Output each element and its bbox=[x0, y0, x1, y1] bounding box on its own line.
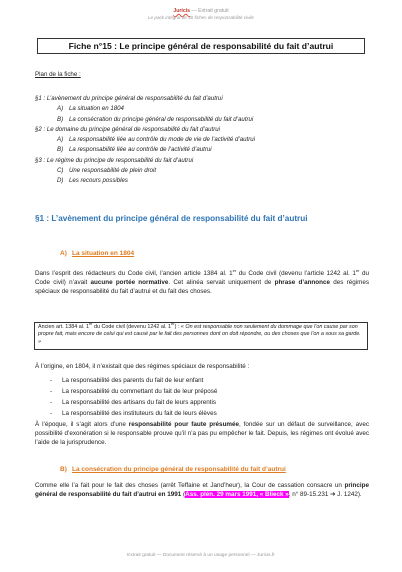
text-run: Comme elle l’a fait pour le fait des choses (arrêt Teffaine et Jand’heur), la Cour de cassation consacre un bbox=[35, 482, 345, 489]
plan-item-letter: D) bbox=[57, 177, 64, 185]
bold-text: principe général de responsabilité du fait d’autrui en 1991 bbox=[35, 482, 369, 498]
header-tagline: Le pack intégral de 30 fiches de responsabilité civile bbox=[148, 15, 254, 20]
subsection-letter: A) bbox=[60, 250, 67, 257]
bold-text: responsabilité pour faute présumée bbox=[128, 421, 240, 428]
text-run: des régimes spéciaux de responsabilité du fait d’autrui et du fait des choses. bbox=[35, 278, 369, 295]
plan-item-text: Les recours possibles bbox=[69, 177, 128, 185]
subsection-heading bbox=[60, 250, 134, 257]
plan-item bbox=[35, 145, 255, 155]
plan-item bbox=[35, 176, 255, 186]
plan-item-letter: B) bbox=[57, 146, 64, 154]
superscript: er bbox=[171, 321, 175, 327]
text-run: À l’époque, il s’agit alors d’une bbox=[35, 421, 129, 428]
case-reference-highlight: Ass. plén. 29 mars 1991, « Blieck » bbox=[185, 490, 289, 498]
paragraph: À l’origine, en 1804, il n’existait que des régimes spéciaux de responsabilité : bbox=[35, 363, 250, 370]
bold-text: phrase d’annonce bbox=[274, 278, 330, 286]
superscript: er bbox=[232, 267, 237, 273]
header-line bbox=[0, 8, 402, 15]
list-item: - La responsabilité des instituteurs du fait de leurs élèves bbox=[50, 408, 217, 419]
header-suffix: — Extrait gratuit bbox=[190, 8, 229, 14]
text-run: du Code civil (devenu 1242 al. 1 bbox=[92, 324, 172, 330]
text-run: du Code civil (devenu l’article 1242 al. 1 bbox=[236, 270, 356, 277]
paragraph bbox=[35, 267, 369, 296]
plan-item-text: Une responsabilité de plein droit bbox=[69, 167, 157, 175]
plan-item-text: La consécration du principe général de responsabilité du fait d’autrui bbox=[69, 115, 254, 123]
text-run: Ancien art. 1384 al. 1 bbox=[38, 324, 89, 330]
plan-item bbox=[35, 115, 255, 125]
superscript: er bbox=[355, 267, 360, 273]
plan-item-letter: C) bbox=[57, 167, 64, 175]
plan-item: §1 : L’avènement du principe général de responsabilité du fait d’autrui bbox=[35, 95, 223, 102]
fiche-title: Fiche n°15 : Le principe général de responsabilité du fait d’autrui bbox=[37, 38, 365, 54]
list-item: - La responsabilité des artisans du fait de leurs apprentis bbox=[50, 397, 217, 408]
plan-label bbox=[35, 71, 81, 78]
plan-item-text: La responsabilité liée au contrôle de l’activité d’autrui bbox=[69, 146, 212, 154]
plan-list bbox=[35, 94, 255, 187]
plan-item bbox=[35, 135, 255, 145]
text-run: . Cet alinéa servait uniquement de bbox=[168, 278, 275, 286]
plan-label-colon: : bbox=[77, 71, 81, 78]
text-run: ) : bbox=[174, 324, 181, 330]
plan-label-text: Plan de la fiche bbox=[35, 71, 78, 78]
subsection-heading bbox=[60, 466, 286, 473]
plan-item: §3 : Le régime du principe de responsabilité du fait d’autrui bbox=[35, 156, 194, 164]
article-quote-box bbox=[34, 322, 368, 350]
list-item: - La responsabilité des parents du fait de leur enfant bbox=[50, 375, 217, 386]
plan-item bbox=[35, 104, 255, 114]
brand-name: Juricis bbox=[173, 8, 191, 14]
paragraph bbox=[35, 421, 369, 447]
plan-item bbox=[35, 166, 255, 176]
plan-item-letter: B) bbox=[57, 115, 64, 123]
plan-item-text: La situation en 1804 bbox=[69, 105, 124, 113]
plan-item-letter: A) bbox=[57, 136, 64, 144]
list-item: - La responsabilité du commettant du fait de leur préposé bbox=[50, 386, 217, 397]
plan-item-letter: A) bbox=[57, 105, 64, 113]
subsection-letter: B) bbox=[60, 466, 67, 473]
text-run: du Code civil) n’avait bbox=[35, 270, 369, 286]
text-run: , fondée sur un défaut de surveillance, avec possibilité d’exonération si le responsable prouve qu’il n’a pas pu empêcher le fait. Depuis, les régimes ont évolué avec l’aide de la jurisprudence. bbox=[35, 421, 369, 446]
quoted-text: « On est responsable non seulement du dommage que l’on cause par son propre fait, mais encore de celui qui est causé par le fait des personnes dont on doit répondre, ou des choses que l’on a sous sa garde. » bbox=[38, 324, 361, 345]
page-footer: Extrait gratuit — Document réservé à un usage personnel — Juricis.fr bbox=[127, 553, 275, 558]
subsection-title: La situation en 1804 bbox=[72, 250, 135, 257]
bullet-list bbox=[50, 375, 217, 419]
text-run: 1242). bbox=[343, 490, 362, 498]
bold-text: aucune portée normative bbox=[90, 278, 169, 286]
text-run: Dans l’esprit des rédacteurs du Code civil, l’ancien article 1384 al. 1 bbox=[35, 270, 233, 277]
section-heading: §1 : L’avènement du principe général de responsabilité du fait d’autrui bbox=[35, 214, 308, 223]
subsection-title: La consécration du principe général de responsabilité du fait d’autrui bbox=[72, 466, 286, 473]
superscript: er bbox=[88, 321, 93, 327]
page-header bbox=[0, 8, 402, 21]
plan-item-text: La responsabilité liée au contrôle du mode de vie de l’activité d’autrui bbox=[69, 136, 255, 144]
text-run: , n° 89-15.231 ➔ J. bbox=[288, 490, 344, 498]
paragraph bbox=[35, 482, 369, 500]
text-run: ( bbox=[181, 490, 186, 498]
plan-item: §2 : Le domaine du principe général de responsabilité du fait d’autrui bbox=[35, 125, 220, 133]
